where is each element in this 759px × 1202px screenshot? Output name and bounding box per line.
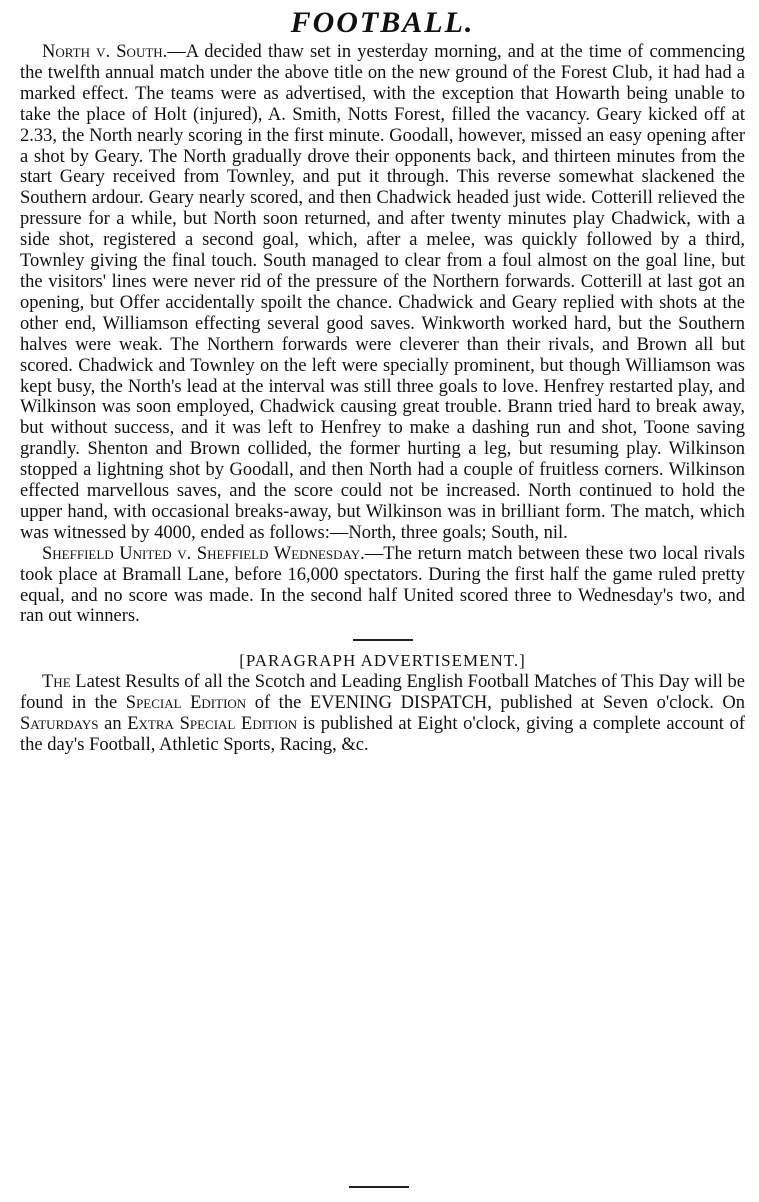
article-north-v-south [20, 42, 745, 544]
article-sheffield-derby [20, 544, 745, 628]
advertisement-lead: The [42, 672, 71, 693]
advertisement-text: of the EVENING DISPATCH, published at Seven o'clock. On [246, 693, 745, 714]
special-edition-label: Special Edition [125, 693, 247, 714]
extra-special-edition-label: Extra Special Edition [127, 714, 298, 735]
section-divider [353, 639, 413, 641]
section-title: FOOTBALL. [290, 6, 475, 39]
advertisement-text: Latest Results of all the Scotch and Leading English Football Matches of This Day will be found in the [20, 672, 745, 714]
article-lead: North v. South. [42, 42, 168, 62]
advertisement-text: is published at Eight o'clock, giving a complete account of the day's Football, Athletic Sports, Racing, &c. [20, 714, 745, 756]
article-body: —A decided thaw set in yesterday morning, and at the time of commencing the twelfth annual match under the above title on the new ground of the Forest Club, it had had a marked effect. The teams were as advertised, with the exception that Howarth being unable to take the place of Holt (injured), A. Smith, Notts Forest, filled the vacancy. Geary kicked off at 2.33, the North nearly scoring in the first minute. Goodall, however, missed an easy opening after a shot by Geary. The North gradually drove their opponents back, and thirteen minutes from the start Geary received from Townley, and put it through. This reverse somewhat slackened the Southern ardour. Geary nearly scored, and then Chadwick headed just wide. Cotterill relieved the pressure for a while, but North soon returned, and after twenty minutes play Chadwick, with a side shot, registered a second goal, which, after a melee, was quickly followed by a third, Townley giving the final touch. South managed to clear from a foul almost on the goal line, but the visitors' lines were never rid of the pressure of the Northern forwards. Cotterill at last got an opening, but Offer accidentally spoilt the chance. Chadwick and Geary replied with shots at the other end, Williamson effecting several good saves. Winkworth worked hard, but the Southern halves were weak. The Northern forwards were cleverer than their rivals, and Brown all but scored. Chadwick and Townley on the left were specially prominent, but though Williamson was kept busy, the North's lead at the interval was still three goals to love. Henfrey restarted play, and Wilkinson was soon employed, Chadwick causing great trouble. Brann tried hard to break away, but without success, and it was left to Henfrey to make a dashing run and shot, Toone saving grandly. Shenton and Brown collided, the former hurting a leg, but resuming play. Wilkinson stopped a lightning shot by Goodall, and then North had a couple of fruitless corners. Wilkinson effected marvellous saves, and the score could not be increased. North continued to hold the upper hand, with occasional breaks-away, but Wilkinson was in brilliant form. The match, which was witnessed by 4000, ended as follows:—North, three goals; South, nil. [20, 42, 745, 543]
advertisement-text: an [98, 714, 128, 735]
advertisement-body [20, 672, 745, 756]
article-lead: Sheffield United v. Sheffield Wednesday. [42, 543, 365, 564]
article-body: —The return match between these two local rivals took place at Bramall Lane, before 16,000 spectators. During the first half the game ruled pretty equal, and no score was made. In the second half United scored three to Wednesday's two, and ran out winners. [20, 543, 745, 627]
saturdays-label: Saturdays [20, 714, 99, 735]
advertisement-heading: [PARAGRAPH ADVERTISEMENT.] [239, 651, 526, 671]
bottom-divider [349, 1186, 409, 1188]
